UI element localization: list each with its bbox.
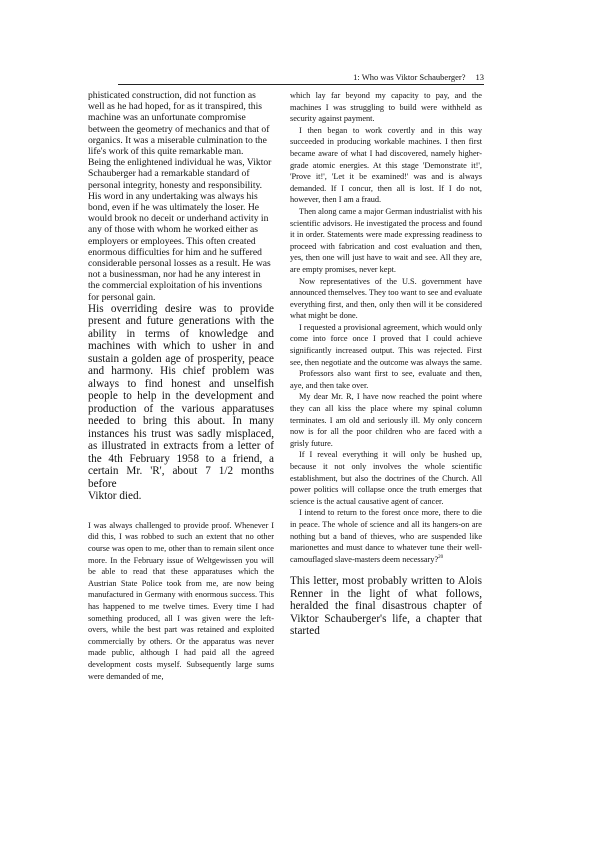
- letter-paragraph-7: My dear Mr. R, I have now reached the point where they can all kiss the place where my spinal column terminates. I am old and seriously ill. My only concern now is for all the poor children who are faced with a grisly future.: [290, 392, 482, 448]
- footnote-marker: 20: [438, 554, 444, 560]
- paragraph-desire-body: His overriding desire was to provide present and future generations with the ability in terms of knowledge and machines with which to usher in and sustain a golden age of prosperity, peace and harmony. His chief problem was always to find honest and unselfish people to help in the development and production of the various apparatuses needed to bring this about. In many instances his trust was sadly misplaced, as illustrated in extracts from a letter of the 4th February 1958 to a friend, a certain Mr. 'R', about 7 1/2 months before: [88, 302, 274, 490]
- letter-quote-continued: [290, 90, 482, 565]
- letter-paragraph-5: I requested a provisional agreement, which would only come into force once I proved that I could achieve significantly increased output. This was rejected. First see, then negotiate and the outcome was always the same.: [290, 322, 482, 367]
- letter-paragraph-9: [290, 507, 482, 565]
- paragraph-desire: [88, 303, 274, 503]
- running-head: [118, 72, 484, 85]
- letter-paragraph-4: Now representatives of the U.S. government have announced themselves. They too want to see and evaluate everything first, and then, only then will it be considered what might be done.: [290, 276, 482, 321]
- letter-paragraph-2: I then began to work covertly and in this way succeeded in producing workable machines. I then first became aware of what I had discovered, namely higher-grade atomic energies. At this stage 'Demonstrate it!', 'Prove it!', 'Let it be examined!' was and is always demanded. If I concur, then all is lost. If I do not, however, then I am a fraud.: [290, 125, 482, 205]
- letter-paragraph-1: which lay far beyond my capacity to pay, and the machines I was struggling to build were withheld as security against payment.: [290, 91, 482, 124]
- letter-paragraph-6: Professors also want first to see, evaluate and then, aye, and then take over.: [290, 369, 482, 390]
- letter-paragraph-8: If I reveal everything it will only be hushed up, because it not only involves the whole scientific establishment, but also the doctrines of the Church. All power politics will collapse once the truth emerges that science is the actual causative agent of cancer.: [290, 450, 482, 506]
- right-column: [290, 90, 482, 638]
- paragraph-desire-end: Viktor died.: [88, 490, 142, 503]
- letter-paragraph-proof: I was always challenged to provide proof. Whenever I did this, I was robbed to such an extent that no other course was open to me, other than to remain silent once more. In the February issue of Weltgewissen you will be able to read that these apparatuses which the Austrian State Police took from me, are now being manufactured in Germany with enormous success. This has happened to me twelve times. Every time I had something produced, all I was given were the left-overs, while the best part was retained and exploited commercially by others. Or the apparatus was never made public, although I had paid all the agreed development costs myself. Subsequently large sums were demanded of me,: [88, 520, 274, 681]
- paragraph-closing: This letter, most probably written to Alois Renner in the light of what follows, heralded the final disastrous chapter of Viktor Schauberger's life, a chapter that started: [290, 575, 482, 638]
- page-number: 13: [475, 72, 484, 82]
- letter-quote-start: [88, 520, 274, 682]
- paragraph-closing-machine: phisticated construction, did not function as well as he had hoped, for as it transpired, this machine was an unfortunate compromise between the geometry of mechanics and that of organics. It was a miserable culmination to the life's work of this quite remarkable man.: [88, 90, 270, 158]
- letter-paragraph-9-text: I intend to return to the forest once more, there to die in peace. The whole of science and all its hangers-on are nothing but a band of thieves, who are suspended like marionettes and must dance to whatever tune their well-camouflaged slave-masters deem necessary?: [290, 508, 482, 564]
- running-title: 1: Who was Viktor Schauberger?: [353, 72, 466, 82]
- left-column: [88, 90, 274, 682]
- paragraph-integrity: Being the enlightened individual he was, Viktor Schauberger had a remarkable standard of personal integrity, honesty and responsibility. His word in any undertaking was always his bond, even if he was ultimately the loser. He would brook no deceit or underhand activity in any of those with whom he worked either as employers or employees. This often created enormous difficulties for him and he suffered considerable personal losses as a result. He was not a businessman, nor had he any interest in the commercial exploitation of his inventions for personal gain.: [88, 157, 272, 303]
- letter-paragraph-3: Then along came a major German industrialist with his scientific advisors. He investigated the process and found it in order. Statements were made expressing readiness to proceed with fabrication and cost evaluation and then, yes, then one will just have to wait and see. All they are, are empty promises, never kept.: [290, 206, 482, 274]
